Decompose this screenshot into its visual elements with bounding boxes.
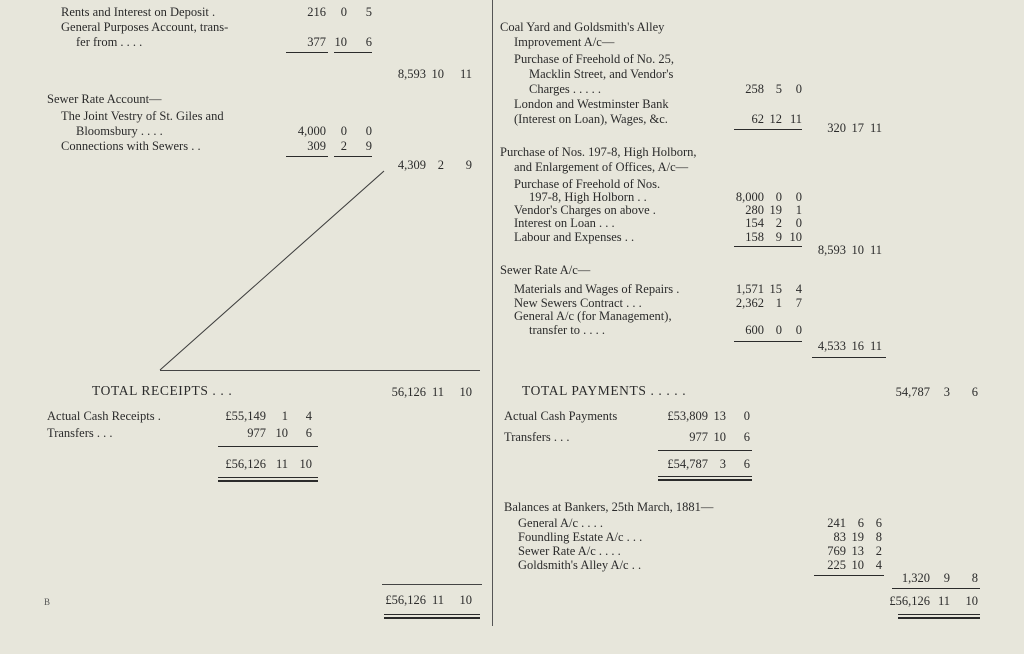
subtotal-rule — [734, 341, 802, 342]
total-payments-label: TOTAL PAYMENTS . . . . . — [522, 383, 687, 398]
total-pence: 11 — [459, 67, 472, 81]
amount-pence: 0 — [795, 82, 802, 96]
high-holborn-heading-cont: and Enlargement of Offices, A/c— — [514, 160, 689, 174]
total-pounds: 4,309 — [397, 158, 426, 172]
amount-pounds: 2,362 — [735, 296, 764, 310]
transfers-label: Transfers . . . — [504, 430, 570, 444]
double-rule — [898, 614, 980, 619]
total-shillings: 9 — [943, 571, 950, 585]
amount-shillings: 0 — [340, 5, 347, 19]
amount-shillings: 1 — [281, 409, 288, 423]
amount-pence: 4 — [305, 409, 312, 423]
amount-pence: 11 — [789, 112, 802, 126]
amount-pounds: 977 — [247, 426, 266, 440]
amount-pounds: 241 — [827, 516, 846, 530]
amount-shillings: 12 — [769, 112, 782, 126]
column-divider — [492, 0, 493, 626]
grand-total-pounds: £56,126 — [889, 594, 930, 608]
double-rule — [218, 477, 318, 482]
balance-general-label: General A/c . . . . — [518, 516, 604, 530]
total-pence: 10 — [459, 385, 472, 399]
total-receipts-label: TOTAL RECEIPTS . . . — [92, 383, 233, 398]
amount-pounds: 377 — [307, 35, 326, 49]
amount-shillings: 19 — [851, 530, 864, 544]
amount-shillings: 1 — [775, 296, 782, 310]
total-shillings: 3 — [943, 385, 950, 399]
balances-heading: Balances at Bankers, 25th March, 1881— — [504, 500, 714, 514]
general-ac-label: General A/c (for Management), — [514, 309, 672, 323]
amount-pence: 4 — [795, 282, 802, 296]
double-rule — [384, 614, 480, 619]
total-pence: 9 — [465, 158, 472, 172]
new-sewers-label: New Sewers Contract . . . — [514, 296, 642, 310]
purchase-25-label-cont: Charges . . . . . — [529, 82, 601, 96]
amount-pence: 6 — [875, 516, 882, 530]
amount-pounds: 769 — [827, 544, 846, 558]
amount-shillings: 10 — [275, 426, 288, 440]
total-pence: 8 — [971, 571, 978, 585]
actual-cash-receipts-label: Actual Cash Receipts . — [47, 409, 161, 423]
amount-shillings: 10 — [713, 430, 726, 444]
amount-shillings: 13 — [713, 409, 726, 423]
sum-shillings: 11 — [275, 457, 288, 471]
amount-pence: 1 — [795, 203, 802, 217]
total-pounds: 8,593 — [817, 243, 846, 257]
amount-shillings: 0 — [775, 323, 782, 337]
amount-pounds: 8,000 — [735, 190, 764, 204]
section-rule — [160, 370, 480, 371]
amount-pence: 8 — [875, 530, 882, 544]
amount-pence: 0 — [365, 124, 372, 138]
amount-pence: 10 — [789, 230, 802, 244]
grand-total-pence: 10 — [965, 594, 978, 608]
amount-pence: 6 — [743, 430, 750, 444]
sum-pounds: £54,787 — [667, 457, 708, 471]
subtotal-rule — [812, 357, 886, 358]
joint-vestry-label: The Joint Vestry of St. Giles and — [61, 109, 224, 123]
total-pounds: 8,593 — [397, 67, 426, 81]
amount-pounds: 309 — [307, 139, 326, 153]
grand-total-pence: 10 — [459, 593, 472, 607]
subtotal-rule — [734, 246, 802, 247]
labour-expenses-label: Labour and Expenses . . — [514, 230, 635, 244]
amount-pence: 6 — [365, 35, 372, 49]
total-shillings: 10 — [431, 67, 444, 81]
amount-shillings: 9 — [775, 230, 782, 244]
amount-pounds: 83 — [833, 530, 846, 544]
amount-pence: 0 — [795, 190, 802, 204]
purchase-25-label: Purchase of Freehold of No. 25, — [514, 52, 675, 66]
amount-shillings: 0 — [340, 124, 347, 138]
sum-pence: 6 — [743, 457, 750, 471]
amount-pounds: £55,149 — [225, 409, 266, 423]
freehold-label-cont: 197-8, High Holborn . . — [529, 190, 647, 204]
rents-label: Rents and Interest on Deposit . — [61, 5, 216, 19]
sum-pounds: £56,126 — [225, 457, 266, 471]
section-rule — [382, 584, 482, 585]
total-shillings: 10 — [851, 243, 864, 257]
grand-total-shillings: 11 — [431, 593, 444, 607]
total-pounds: 320 — [827, 121, 846, 135]
subtotal-rule — [814, 575, 884, 576]
general-purposes-label-cont: fer from . . . . — [76, 35, 143, 49]
amount-pence: 0 — [743, 409, 750, 423]
amount-shillings: 0 — [775, 190, 782, 204]
amount-shillings: 2 — [340, 139, 347, 153]
general-purposes-label: General Purposes Account, trans- — [61, 20, 229, 34]
total-shillings: 2 — [437, 158, 444, 172]
balance-foundling-label: Foundling Estate A/c . . . — [518, 530, 643, 544]
amount-shillings: 13 — [851, 544, 864, 558]
amount-shillings: 15 — [769, 282, 782, 296]
total-pounds: 4,533 — [817, 339, 846, 353]
freehold-label: Purchase of Freehold of Nos. — [514, 177, 661, 191]
amount-pounds: 1,571 — [735, 282, 764, 296]
amount-pence: 7 — [795, 296, 802, 310]
general-ac-label-cont: transfer to . . . . — [529, 323, 606, 337]
amount-shillings: 10 — [851, 558, 864, 572]
subtotal-rule — [734, 129, 802, 130]
amount-shillings: 5 — [775, 82, 782, 96]
actual-cash-payments-label: Actual Cash Payments — [504, 409, 618, 423]
total-shillings: 17 — [851, 121, 864, 135]
interest-loan-label: Interest on Loan . . . — [514, 216, 615, 230]
total-pence: 11 — [869, 243, 882, 257]
sum-shillings: 3 — [719, 457, 726, 471]
subtotal-rule — [218, 446, 318, 447]
total-pounds: 54,787 — [895, 385, 930, 399]
total-shillings: 16 — [851, 339, 864, 353]
amount-pence: 4 — [875, 558, 882, 572]
sewer-rate-heading: Sewer Rate Account— — [47, 92, 162, 106]
high-holborn-heading: Purchase of Nos. 197-8, High Holborn, — [500, 145, 697, 159]
amount-pounds: 225 — [827, 558, 846, 572]
amount-pence: 0 — [795, 216, 802, 230]
amount-pounds: 280 — [745, 203, 764, 217]
amount-pounds: 154 — [745, 216, 764, 230]
subtotal-rule — [658, 450, 752, 451]
grand-total-shillings: 11 — [937, 594, 950, 608]
sum-pence: 10 — [299, 457, 312, 471]
amount-pence: 0 — [795, 323, 802, 337]
grand-total-pounds: £56,126 — [385, 593, 426, 607]
total-pence: 11 — [869, 121, 882, 135]
total-pence: 6 — [971, 385, 978, 399]
total-shillings: 11 — [431, 385, 444, 399]
purchase-25-label-cont: Macklin Street, and Vendor's — [529, 67, 674, 81]
coal-yard-heading-cont: Improvement A/c— — [514, 35, 615, 49]
page-mark: B — [44, 597, 51, 607]
amount-pence: 6 — [305, 426, 312, 440]
balance-goldsmith-label: Goldsmith's Alley A/c . . — [518, 558, 642, 572]
balance-sewer-label: Sewer Rate A/c . . . . — [518, 544, 621, 558]
amount-pounds: 258 — [745, 82, 764, 96]
total-pence: 11 — [869, 339, 882, 353]
total-pounds: 56,126 — [391, 385, 426, 399]
amount-pounds: 977 — [689, 430, 708, 444]
amount-shillings: 19 — [769, 203, 782, 217]
double-rule — [658, 476, 752, 481]
amount-pounds: 158 — [745, 230, 764, 244]
bank-interest-label: London and Westminster Bank — [514, 97, 669, 111]
amount-pounds: £53,809 — [667, 409, 708, 423]
amount-pence: 2 — [875, 544, 882, 558]
amount-pounds: 4,000 — [297, 124, 326, 138]
amount-pounds: 600 — [745, 323, 764, 337]
amount-shillings: 6 — [857, 516, 864, 530]
joint-vestry-label-cont: Bloomsbury . . . . — [76, 124, 163, 138]
amount-shillings: 2 — [775, 216, 782, 230]
coal-yard-heading: Coal Yard and Goldsmith's Alley — [500, 20, 665, 34]
amount-pounds: 62 — [751, 112, 764, 126]
subtotal-rule — [892, 588, 980, 589]
amount-shillings: 10 — [334, 35, 347, 49]
amount-pence: 9 — [365, 139, 372, 153]
amount-pounds: 216 — [307, 5, 326, 19]
transfers-label: Transfers . . . — [47, 426, 113, 440]
connections-label: Connections with Sewers . . — [61, 139, 201, 153]
sewer-rate-heading: Sewer Rate A/c— — [500, 263, 591, 277]
bank-interest-label-cont: (Interest on Loan), Wages, &c. — [514, 112, 668, 126]
vendor-charges-label: Vendor's Charges on above . — [514, 203, 656, 217]
amount-pence: 5 — [365, 5, 372, 19]
materials-label: Materials and Wages of Repairs . — [514, 282, 680, 296]
total-pounds: 1,320 — [901, 571, 930, 585]
